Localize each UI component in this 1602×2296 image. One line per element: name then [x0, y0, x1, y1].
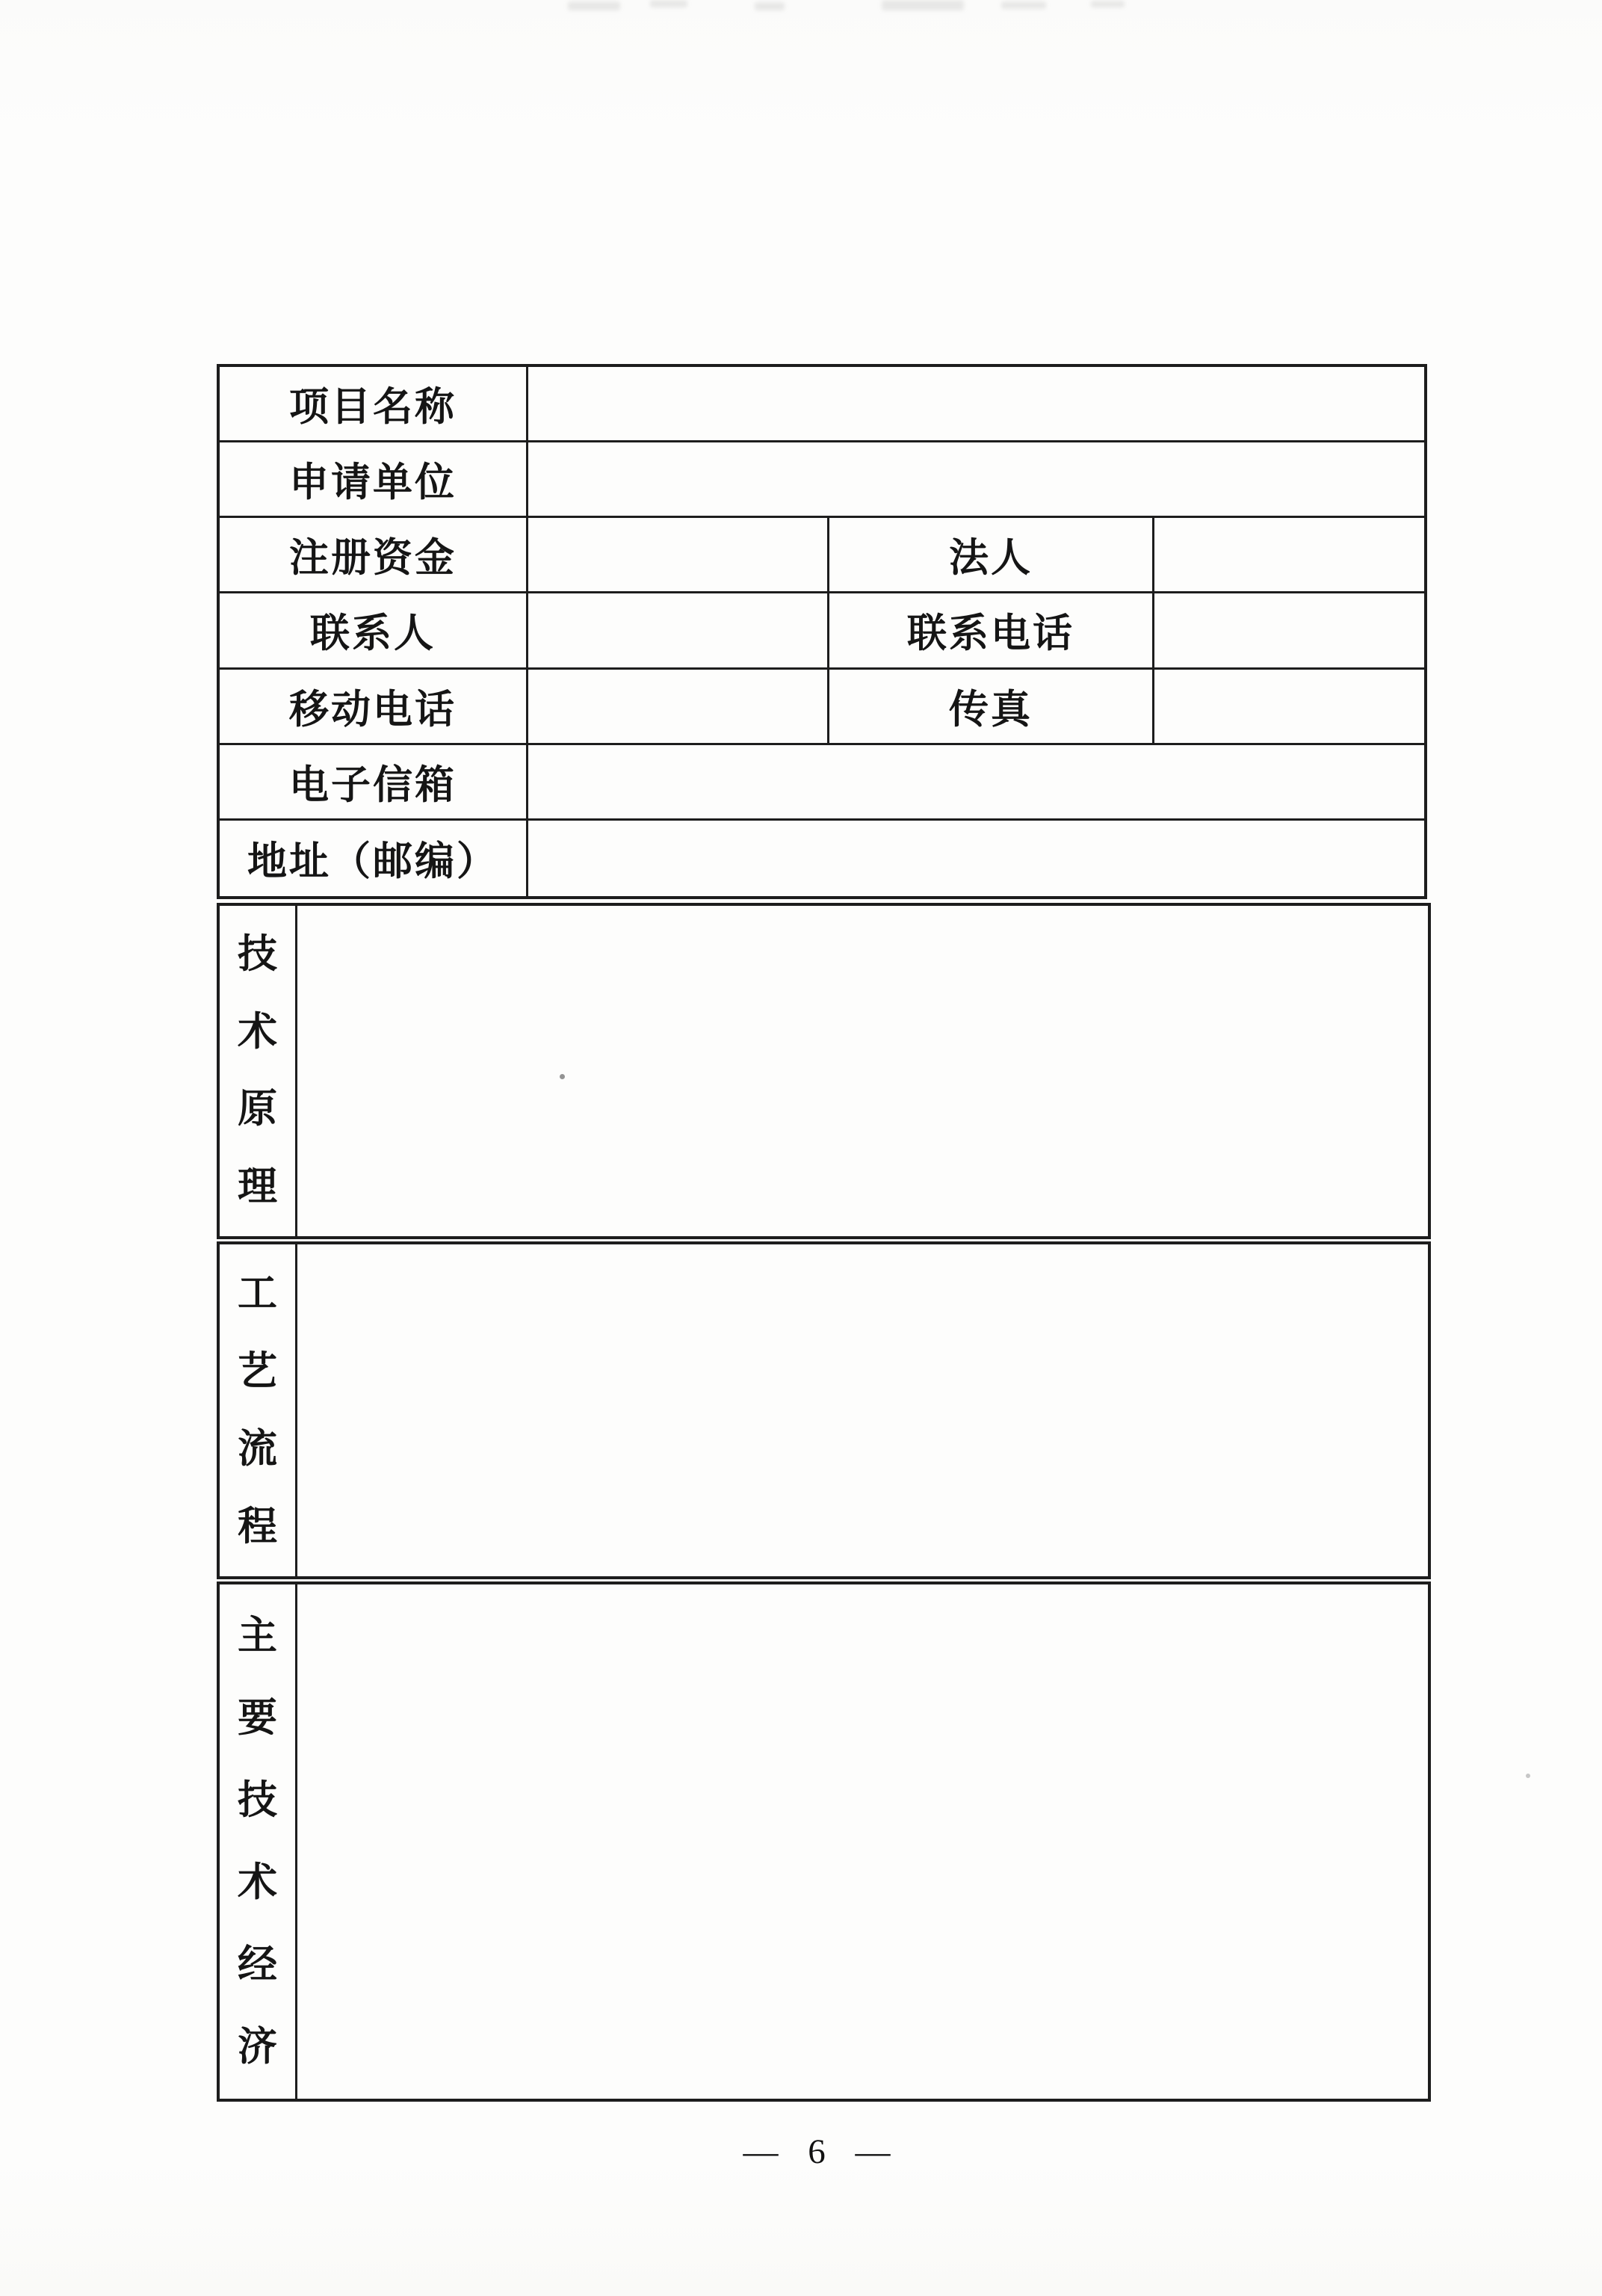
address-postcode-label: 地址（邮编） [220, 821, 528, 896]
fax-value [1154, 670, 1424, 743]
section-main-technical-economic [217, 1581, 1431, 2102]
registered-capital-value [528, 518, 829, 591]
scan-artifact [568, 1, 620, 10]
address-postcode-value [528, 821, 1424, 896]
contact-phone-label: 联系电话 [829, 593, 1154, 667]
project-name-label: 项目名称 [220, 367, 528, 440]
scan-artifact [1091, 1, 1125, 7]
process-flow-label: 工 艺 流 程 [220, 1244, 297, 1576]
mobile-phone-label: 移动电话 [220, 670, 528, 743]
email-label: 电子信箱 [220, 745, 528, 818]
table-row-contact-person [220, 593, 1424, 669]
mobile-phone-value [528, 670, 829, 743]
section-process-flow [217, 1241, 1431, 1579]
application-form-table [217, 364, 1427, 899]
table-row-applicant-unit [220, 442, 1424, 518]
page-number: — 6 — [743, 2132, 901, 2171]
contact-person-value [528, 593, 829, 667]
table-row-address [220, 821, 1424, 896]
contact-phone-value [1154, 593, 1424, 667]
scan-speck [1526, 1774, 1530, 1778]
table-row-registered-capital [220, 518, 1424, 593]
applicant-unit-label: 申请单位 [220, 442, 528, 516]
technical-principle-label: 技 术 原 理 [220, 906, 297, 1236]
registered-capital-label: 注册资金 [220, 518, 528, 591]
table-row-email [220, 745, 1424, 821]
scan-artifact [1001, 1, 1046, 9]
applicant-unit-value [528, 442, 1424, 516]
project-name-value [528, 367, 1424, 440]
main-technical-economic-content [297, 1584, 1428, 2099]
legal-person-label: 法人 [829, 518, 1154, 591]
main-technical-economic-label: 主 要 技 术 经 济 [220, 1584, 297, 2099]
table-row-mobile-phone [220, 670, 1424, 745]
section-technical-principle [217, 903, 1431, 1239]
scan-artifact [650, 0, 687, 7]
contact-person-label: 联系人 [220, 593, 528, 667]
table-row-project-name [220, 367, 1424, 442]
process-flow-content [297, 1244, 1428, 1576]
email-value [528, 745, 1424, 818]
scan-artifact [755, 2, 785, 10]
fax-label: 传真 [829, 670, 1154, 743]
scan-artifact [882, 0, 964, 10]
technical-principle-content [297, 906, 1428, 1236]
legal-person-value [1154, 518, 1424, 591]
